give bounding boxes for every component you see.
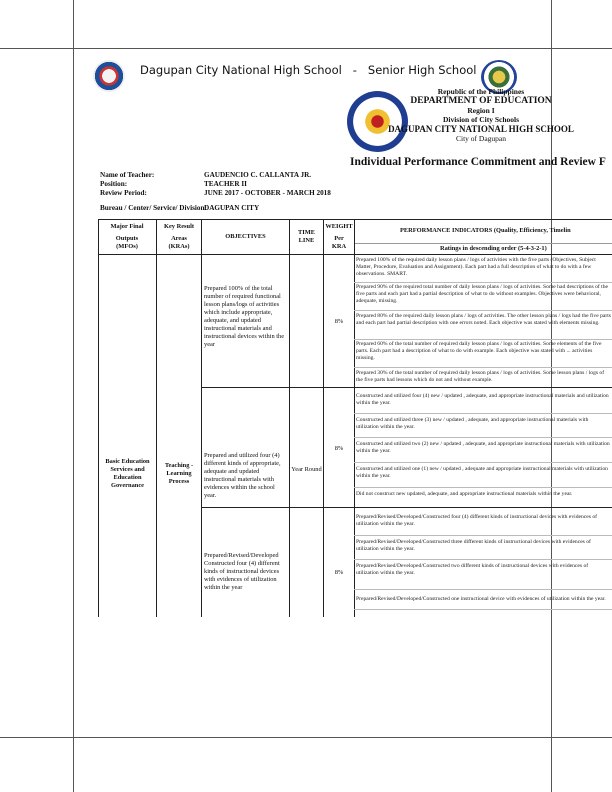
indicator-3-3: Prepared/Revised/Developed/Constructed two different kinds of instructional devices with evidences of utilization within the year. bbox=[356, 563, 589, 577]
rating-divider bbox=[354, 243, 612, 244]
header-kra: Key Result Areas (KRAs) bbox=[164, 223, 194, 250]
program-name: Senior High School bbox=[367, 63, 477, 77]
ind-sep bbox=[354, 559, 612, 560]
indicator-1-1: Prepared 30% of the total number of required daily lesson plans / logs of activities. Some lesson plans / logs of the five parts had lessons which do not and without example. bbox=[356, 370, 605, 384]
position-value: TEACHER II bbox=[204, 180, 247, 188]
header-ratings: Ratings in descending order (5-4-3-2-1) bbox=[440, 245, 547, 252]
indicator-1-3: Prepared 80% of the required daily lesson plans / logs of activities. The other lesson plans / logs had the five parts and each part had partial description with one errors noted. Each objective was stated with elements missing. bbox=[356, 313, 611, 327]
guide-line-bottom bbox=[0, 737, 612, 738]
page-header bbox=[140, 63, 476, 77]
header-separator: - bbox=[352, 63, 357, 77]
indicator-2-4: Constructed and utilized three (3) new / updated , adequate, and appropriate instructional materials with utilization within the year. bbox=[356, 417, 589, 431]
objective-3-weight: 8% bbox=[334, 569, 344, 576]
timeline-cell: Year Round bbox=[291, 466, 322, 473]
col-line-3 bbox=[201, 219, 202, 617]
indicator-2-3: Constructed and utilized two (2) new / updated , adequate, and appropriate instructional materials with utilization within the year. bbox=[356, 441, 610, 455]
table-header-bottom bbox=[98, 254, 612, 255]
position-label: Position: bbox=[100, 180, 128, 188]
period-label: Review Period: bbox=[100, 189, 147, 197]
ind-sep bbox=[354, 589, 612, 590]
indicator-1-4: Prepared 90% of the required total number of daily lesson plans / logs of activities. Some had descriptions of the five parts and each part had a partial description of what to do without examples. Objectives were behavioral, adequate, missing. bbox=[356, 284, 608, 305]
indicator-2-5: Constructed and utilized four (4) new / updated , adequate, and appropriate instructional materials and utilization within the year. bbox=[356, 393, 609, 407]
ind-sep bbox=[354, 282, 612, 283]
letterhead bbox=[356, 87, 606, 143]
guide-line-top bbox=[0, 48, 612, 49]
ind-sep bbox=[354, 367, 612, 368]
bureau-value: DAGUPAN CITY bbox=[204, 204, 260, 212]
letterhead-city: City of Dagupan bbox=[456, 134, 506, 143]
objective-3-text: Prepared/Revised/Developed Constructed four (4) different kinds of instructional devices with evidences of utilization within the year bbox=[204, 552, 280, 591]
header-objectives: OBJECTIVES bbox=[225, 233, 266, 240]
header-timeline: TIME LINE bbox=[297, 229, 316, 244]
col-line-2 bbox=[156, 219, 157, 617]
objective-2-text: Prepared and utilized four (4) different kinds of appropriate, adequate and updated instructional materials with evidences within the school year. bbox=[204, 452, 281, 499]
row-line-2 bbox=[201, 507, 612, 508]
ind-sep bbox=[354, 413, 612, 414]
kra-cell: Teaching - Learning Process bbox=[164, 462, 194, 485]
info-teacher bbox=[100, 171, 312, 179]
ind-sep bbox=[354, 339, 612, 340]
info-bureau bbox=[100, 204, 260, 212]
ind-sep bbox=[354, 535, 612, 536]
ind-sep bbox=[354, 462, 612, 463]
objective-2-weight: 8% bbox=[334, 445, 344, 452]
col-line-1 bbox=[98, 219, 99, 617]
col-line-4 bbox=[289, 219, 290, 617]
table-top-border bbox=[98, 219, 612, 220]
info-position bbox=[100, 180, 247, 188]
letterhead-region: Region I bbox=[467, 106, 495, 115]
indicator-3-5: Prepared/Revised/Developed/Constructed four (4) different kinds of instructional devices with evidences of utilization within the year. bbox=[356, 514, 597, 528]
row-line-1 bbox=[201, 387, 612, 388]
guide-line-left bbox=[73, 0, 74, 792]
letterhead-department: DEPARTMENT OF EDUCATION bbox=[410, 96, 552, 106]
bureau-label: Bureau / Center/ Service/ Division: bbox=[100, 204, 207, 212]
col-line-6 bbox=[354, 219, 355, 617]
header-mfo: Major Final Outputs (MFOs) bbox=[110, 223, 144, 250]
indicator-2-2: Constructed and utilized one (1) new / updated , adequate and appropriate instructional materials with utilization within the year. bbox=[356, 466, 608, 480]
ind-sep bbox=[354, 310, 612, 311]
mfo-cell: Basic Education Services and Education Governance bbox=[105, 458, 150, 489]
info-period bbox=[100, 189, 331, 197]
ind-sep bbox=[354, 487, 612, 488]
indicator-2-1: Did not construct new updated, adequate, and appropriate instructional materials within the year. bbox=[356, 491, 573, 497]
period-value: JUNE 2017 - OCTOBER - MARCH 2018 bbox=[204, 189, 331, 197]
letterhead-school: DAGUPAN CITY NATIONAL HIGH SCHOOL bbox=[388, 124, 574, 134]
header-indicators: PERFORMANCE INDICATORS (Quality, Efficiency, Timelin bbox=[400, 227, 571, 234]
indicator-3-2: Prepared/Revised/Developed/Constructed one instructional device with evidences of utilization within the year. bbox=[356, 596, 606, 602]
indicator-1-2: Prepared 60% of the total number of required daily lesson plans / logs of activities. Some elements of the five parts. Each part had a description of what to do with example. Each objective was stated with ... activities missing. bbox=[356, 341, 602, 362]
school-name: Dagupan City National High School bbox=[140, 63, 342, 77]
indicator-1-5: Prepared 100% of the required daily lesson plans / logs of activities with the five parts (Objectives, Subject Matter, Procedure, Evaluation and Assignment). Each part had a full description of what to do with a few observations. SMART. bbox=[356, 257, 596, 278]
indicator-3-4: Prepared/Revised/Developed/Constructed three different kinds of instructional devices with evidences of utilization within the year. bbox=[356, 539, 591, 553]
header-weight: WEIGHT Per KRA bbox=[325, 223, 353, 250]
objective-1-text: Prepared 100% of the total number of required functional lesson plans/logs of activities which include appropriate, adequate, and updated instructional materials and instructional devices within the year bbox=[204, 285, 285, 348]
letterhead-division: Division of City Schools bbox=[442, 115, 520, 124]
letterhead-republic: Republic of the Philippines bbox=[437, 87, 525, 96]
teacher-label: Name of Teacher: bbox=[100, 171, 155, 179]
col-line-5 bbox=[323, 219, 324, 617]
ind-sep bbox=[354, 437, 612, 438]
objective-1-weight: 8% bbox=[334, 318, 344, 325]
form-title: Individual Performance Commitment and Review F bbox=[350, 156, 606, 168]
ind-sep bbox=[354, 609, 612, 610]
teacher-value: GAUDENCIO C. CALLANTA JR. bbox=[204, 171, 312, 179]
deped-logo-seal bbox=[93, 60, 125, 92]
